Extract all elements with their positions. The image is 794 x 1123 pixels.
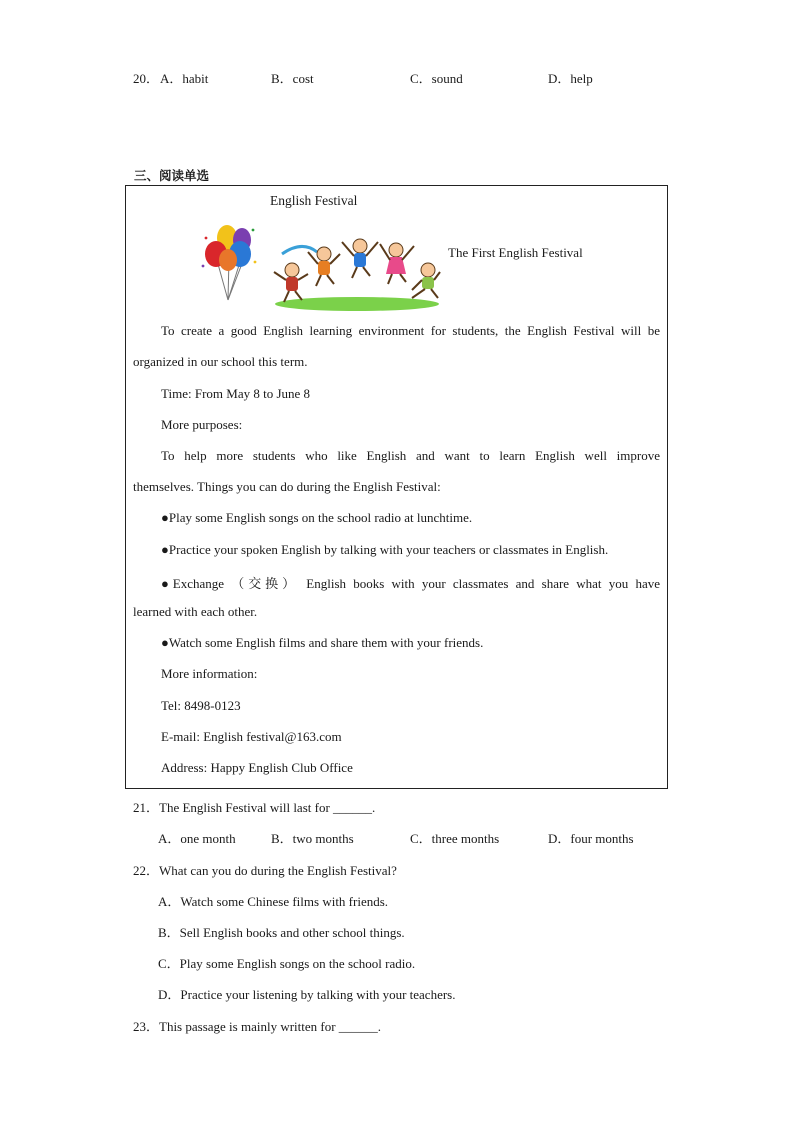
intro-line-1: To create a good English learning environment for students, the English Festival will be — [161, 323, 660, 338]
activity-bullet-3-line-1: ●Exchange （交换） English books with your classmates and share what you have — [161, 576, 660, 591]
q22-option-c[interactable]: C．Play some English songs on the school radio. — [158, 956, 416, 971]
section-title: 三、阅读单选 — [134, 168, 210, 183]
q21-option-a[interactable]: A．one month — [158, 831, 236, 846]
q22-option-b[interactable]: B．Sell English books and other school things. — [158, 925, 405, 940]
q20-number: 20． — [133, 71, 160, 86]
contact-email: E-mail: English festival@163.com — [161, 729, 342, 744]
passage-title: English Festival — [270, 193, 358, 208]
festival-time: Time: From May 8 to June 8 — [161, 386, 311, 401]
q21-option-d[interactable]: D．four months — [548, 831, 634, 846]
purposes-line-2: themselves. Things you can do during the English Festival: — [133, 479, 441, 494]
contact-tel: Tel: 8498-0123 — [161, 698, 241, 713]
q22-option-d[interactable]: D．Practice your listening by talking with your teachers. — [158, 987, 456, 1002]
activity-bullet-4: ●Watch some English films and share them with your friends. — [161, 635, 484, 650]
q20-option-a[interactable]: A．habit — [160, 71, 209, 86]
purposes-label: More purposes: — [161, 417, 243, 432]
purposes-line-1: To help more students who like English and want to learn English well improve — [161, 448, 660, 463]
info-label: More information: — [161, 666, 258, 681]
jumping-kids-illustration — [262, 232, 442, 312]
intro-line-2: organized in our school this term. — [133, 354, 308, 369]
q22-option-a[interactable]: A．Watch some Chinese films with friends. — [158, 894, 389, 909]
q20-option-c[interactable]: C．sound — [410, 71, 463, 86]
q20-option-d[interactable]: D．help — [548, 71, 593, 86]
q21-stem: 21．The English Festival will last for ______. — [133, 800, 376, 815]
q22-stem: 22．What can you do during the English Festival? — [133, 863, 397, 878]
activity-bullet-2: ●Practice your spoken English by talking with your teachers or classmates in English. — [161, 542, 609, 557]
q21-option-b[interactable]: B．two months — [271, 831, 354, 846]
activity-bullet-1: ●Play some English songs on the school radio at lunchtime. — [161, 510, 473, 525]
activity-bullet-3-line-2: learned with each other. — [133, 604, 258, 619]
balloons-illustration — [198, 218, 260, 302]
passage-subtitle: The First English Festival — [448, 245, 583, 260]
contact-address: Address: Happy English Club Office — [161, 760, 353, 775]
q20-option-b[interactable]: B．cost — [271, 71, 314, 86]
q23-stem: 23．This passage is mainly written for ______. — [133, 1019, 382, 1034]
q21-option-c[interactable]: C．three months — [410, 831, 500, 846]
